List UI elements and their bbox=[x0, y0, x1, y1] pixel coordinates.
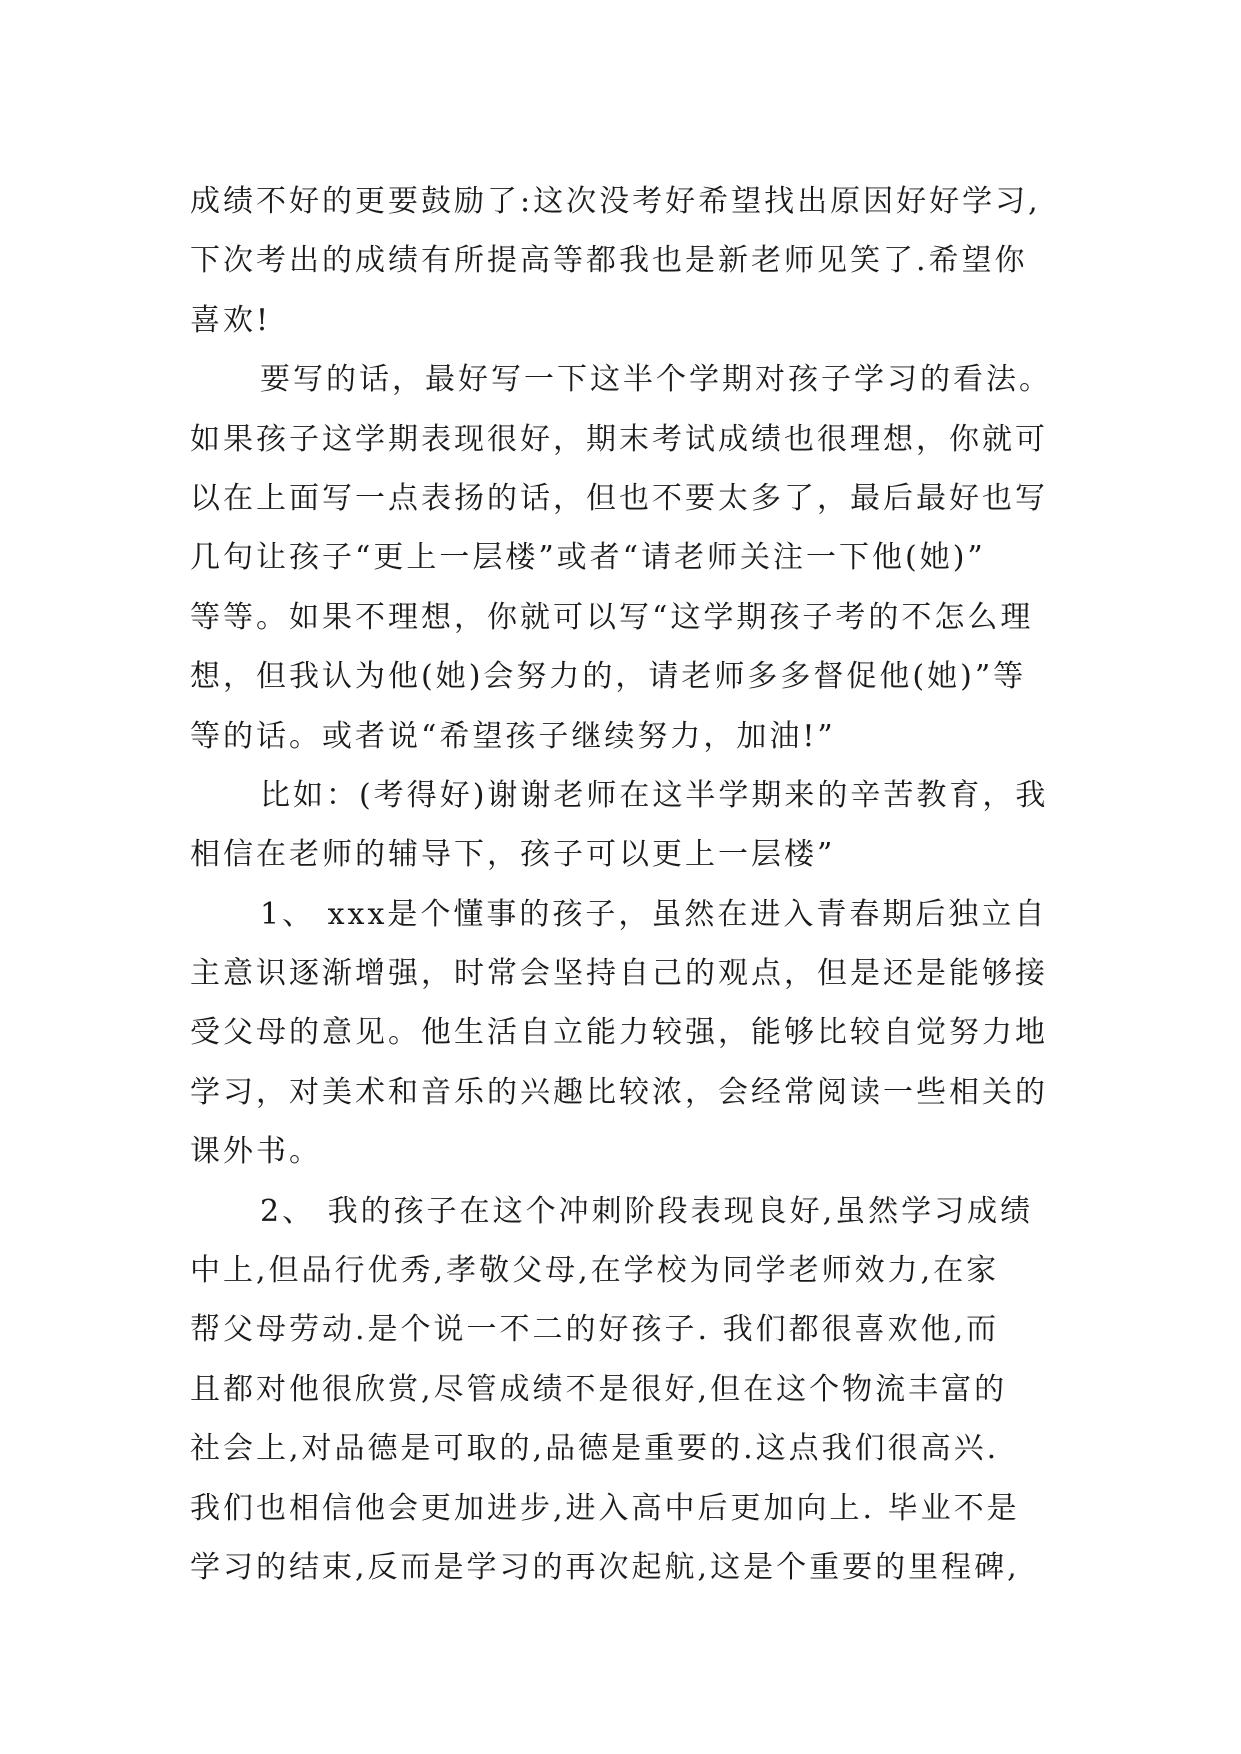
text-line-10: 等的话。或者说“希望孩子继续努力，加油!” bbox=[190, 718, 836, 754]
text-line-2: 下次考出的成绩有所提高等都我也是新老师见笑了.希望你 bbox=[190, 243, 1028, 279]
text-line-21: 且都对他很欣赏,尽管成绩不是很好,但在这个物流丰富的 bbox=[190, 1371, 1008, 1407]
text-line-3: 喜欢! bbox=[190, 302, 272, 338]
text-line-18: 2、 我的孩子在这个冲刺阶段表现良好,虽然学习成绩 bbox=[260, 1193, 1034, 1229]
text-line-24: 学习的结束,反而是学习的再次起航,这是个重要的里程碑, bbox=[190, 1549, 1020, 1585]
text-line-14: 主意识逐渐增强，时常会坚持自己的观点，但是还是能够接 bbox=[190, 956, 1048, 992]
text-line-16: 学习，对美术和音乐的兴趣比较浓，会经常阅读一些相关的 bbox=[190, 1074, 1048, 1110]
text-line-7: 几句让孩子“更上一层楼”或者“请老师关注一下他(她)” bbox=[190, 540, 986, 576]
text-line-20: 帮父母劳动.是个说一不二的好孩子. 我们都很喜欢他,而 bbox=[190, 1312, 1000, 1348]
text-line-19: 中上,但品行优秀,孝敬父母,在学校为同学老师效力,在家 bbox=[190, 1253, 1000, 1289]
text-line-13: 1、 xxx是个懂事的孩子，虽然在进入青春期后独立自 bbox=[260, 896, 1048, 932]
text-line-17: 课外书。 bbox=[190, 1134, 322, 1170]
text-line-8: 等等。如果不理想，你就可以写“这学期孩子考的不怎么理 bbox=[190, 599, 1034, 635]
text-line-5: 如果孩子这学期表现很好，期末考试成绩也很理想，你就可 bbox=[190, 421, 1048, 457]
text-line-23: 我们也相信他会更加进步,进入高中后更加向上. 毕业不是 bbox=[190, 1490, 1020, 1526]
text-line-1: 成绩不好的更要鼓励了:这次没考好希望找出原因好好学习, bbox=[190, 184, 1041, 219]
document-body bbox=[190, 172, 1090, 1597]
text-line-15: 受父母的意见。他生活自立能力较强，能够比较自觉努力地 bbox=[190, 1015, 1048, 1051]
text-line-12: 相信在老师的辅导下，孩子可以更上一层楼” bbox=[190, 837, 836, 873]
text-line-6: 以在上面写一点表扬的话，但也不要太多了，最后最好也写 bbox=[190, 480, 1048, 516]
text-line-9: 想，但我认为他(她)会努力的，请老师多多督促他(她)”等 bbox=[190, 659, 1027, 695]
text-line-4: 要写的话，最好写一下这半个学期对孩子学习的看法。 bbox=[260, 362, 1052, 398]
text-line-11: 比如：(考得好)谢谢老师在这半学期来的辛苦教育，我 bbox=[260, 777, 1049, 813]
text-line-22: 社会上,对品德是可取的,品德是重要的.这点我们很高兴. bbox=[190, 1431, 1000, 1467]
